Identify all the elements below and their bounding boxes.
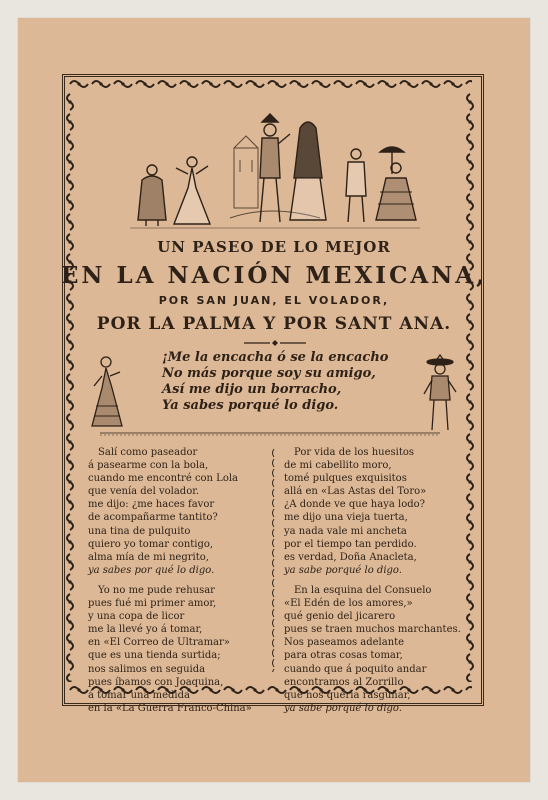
woodcut-figures-illustration [130, 108, 420, 236]
verse-line: para otras cosas tomar, [284, 650, 403, 662]
verse-line: que venía del volador. [88, 486, 200, 498]
verse-line: ya sabes por qué lo digo. [88, 564, 215, 576]
cloaked-woman-figure-icon [138, 165, 166, 226]
verse-line: «El Edén de los amores,» [284, 598, 413, 610]
section-divider-icon [100, 432, 440, 436]
verse-line: me la llevé yo á tomar, [88, 624, 203, 636]
stanza [88, 446, 268, 577]
verse-line: cuando me encontré con Lola [88, 473, 238, 485]
rebozo-woman-figure-icon [290, 122, 326, 220]
verse-line: á tomar una medida [88, 689, 190, 701]
verse-line: de acompañarme tantito? [88, 512, 218, 524]
verse-line: me dijo: ¿me haces favor [88, 499, 215, 511]
dancing-woman-figure-icon [174, 157, 210, 224]
verse-line: qué genio del jicarero [284, 611, 396, 623]
title-line-3: POR SAN JUAN, EL VOLADOR, [158, 294, 390, 307]
verse-line: por el tiempo tan perdido. [284, 538, 417, 550]
charro-figure-icon [420, 354, 460, 434]
refrain-verse [162, 350, 402, 414]
verse-line: alma mía de mi negrito, [88, 551, 209, 563]
verse-line: allá en «Las Astas del Toro» [284, 486, 427, 498]
verse-line: ya sabe porqué lo digo. [284, 564, 402, 576]
verse-line: me dijo una vieja tuerta, [284, 512, 408, 524]
verse-line: cuando que á poquito andar [284, 663, 427, 675]
stanza [88, 584, 268, 715]
verse-line: Nos paseamos adelante [284, 637, 405, 649]
refrain-line: Ya sabes porqué lo digo. [162, 398, 339, 413]
verse-line: pues se traen muchos marchantes. [284, 624, 461, 636]
title-line-1: UN PASEO DE LO MEJOR [157, 238, 391, 256]
verse-line: en la «La Guerra Franco-China» [88, 702, 252, 714]
verse-line: En la esquina del Consuelo [294, 584, 432, 596]
verse-line: encontramos al Zorrillo [284, 676, 404, 688]
left-border-ornament-icon [64, 92, 76, 682]
verse-line: Por vida de los huesitos [294, 447, 415, 458]
verse-line: y una copa de licor [88, 611, 185, 623]
verse-line: pues íbamos con Joaquina, [88, 676, 224, 688]
soldier-figure-icon [260, 114, 290, 222]
verse-line: ya nada vale mi ancheta [284, 525, 407, 537]
right-column [284, 446, 468, 722]
man-figure-icon [346, 149, 366, 222]
title-rule-ornament-icon [244, 340, 306, 346]
verse-line: Salí como paseador [98, 447, 198, 458]
stanza [284, 584, 468, 715]
woman-figure-icon [88, 354, 128, 432]
verse-line: ¿A donde ve que haya lodo? [284, 499, 426, 511]
verse-line: en «El Correo de Ultramar» [88, 637, 230, 649]
title-line-4: POR LA PALMA Y POR SANT ANA. [96, 314, 452, 334]
verse-line: tomé pulques exquisitos [284, 473, 407, 485]
verse-line: ya sabe porqué lo digo. [284, 702, 402, 714]
title-line-2: EN LA NACIÓN MEXICANA, [60, 262, 488, 289]
verse-line: una tina de pulquito [88, 525, 191, 537]
refrain-line: No más porque soy su amigo, [162, 366, 376, 381]
verse-line: pues fué mi primer amor, [88, 598, 217, 610]
parasol-woman-figure-icon [376, 147, 416, 220]
column-separator-icon [268, 448, 280, 672]
verse-line: que nos quería rasguñar, [284, 689, 411, 701]
verse-line: es verdad, Doña Anacleta, [284, 551, 417, 563]
top-border-ornament-icon [68, 78, 472, 90]
verse-line: que es una tienda surtida; [88, 650, 221, 662]
stanza [284, 446, 468, 577]
refrain-line: ¡Me la encacha ó se la encacho [162, 350, 389, 365]
refrain-line: Así me dijo un borracho, [162, 382, 342, 397]
verse-line: á pasearme con la bola, [88, 460, 209, 472]
verse-line: nos salimos en seguida [88, 663, 206, 675]
verse-line: Yo no me pude rehusar [98, 584, 215, 596]
left-column [88, 446, 268, 722]
verse-line: de mi cabellito moro, [284, 460, 392, 472]
verse-line: quiero yo tomar contigo, [88, 538, 214, 550]
